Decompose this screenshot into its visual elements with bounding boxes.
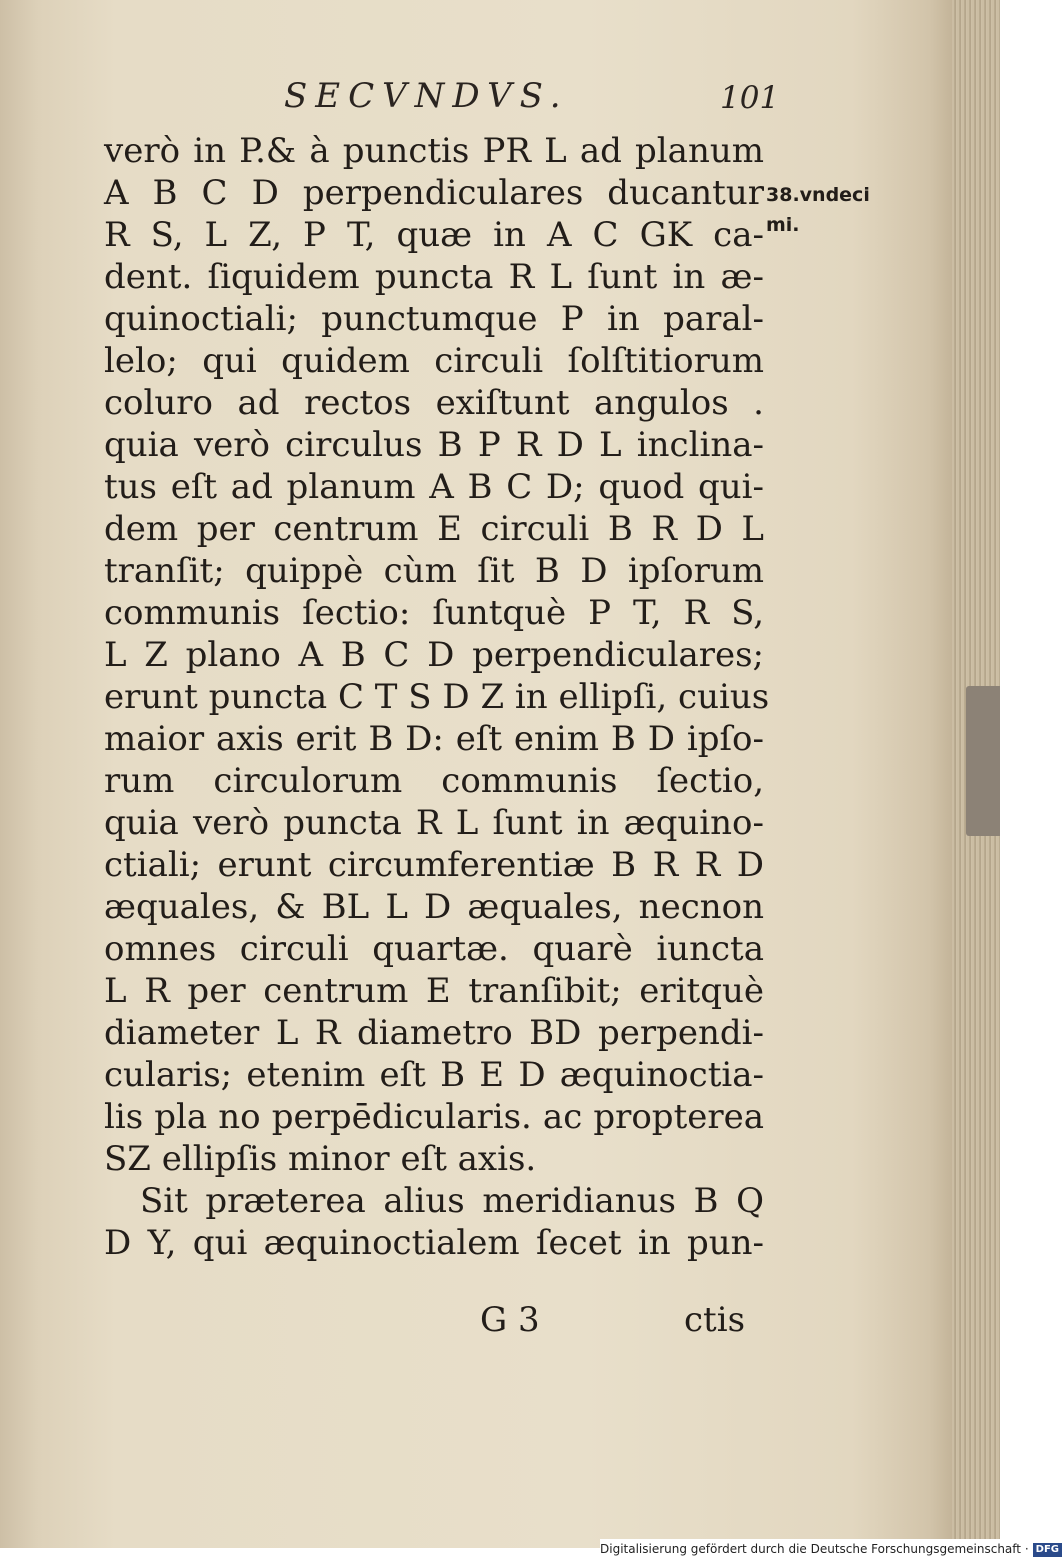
text-line-11: tranſit; quippè cùm ſit B D ipſorum (104, 551, 764, 591)
text-line-10: dem per centrum E circuli B R D L (104, 509, 764, 549)
text-line-5: quinoctiali; punctumque P in paral- (104, 299, 764, 339)
text-line-21: L R per centrum E tranſibit; eritquè (104, 971, 764, 1011)
text-line-3: R S, L Z, P T, quæ in A C GK ca- (104, 215, 764, 255)
signature-mark: G 3 (480, 1300, 540, 1340)
credit-text: Digitalisierung gefördert durch die Deutsche Forschungsgemeinschaft · (600, 1542, 1029, 1556)
text-line-2: A B C D perpendiculares ducantur (104, 173, 764, 213)
running-head: SECVNDVS. (284, 76, 569, 116)
text-line-24: lis pla no perpēdicularis. ac propterea (104, 1097, 764, 1137)
text-line-4: dent. ſiquidem puncta R L ſunt in æ- (104, 257, 764, 297)
margin-note-line-2: mi. (766, 214, 800, 236)
text-line-22: diameter L R diametro BD perpendi- (104, 1013, 764, 1053)
text-line-23: cularis; etenim eſt B E D æquinoctia- (104, 1055, 764, 1095)
text-line-15: maior axis erit B D: eſt enim B D ipſo- (104, 719, 764, 759)
page-number: 101 (720, 80, 780, 116)
text-line-16: rum circulorum communis ſectio, (104, 761, 764, 801)
text-line-8: quia verò circulus B P R D L inclina- (104, 425, 764, 465)
text-line-12: communis ſectio: ſuntquè P T, R S, (104, 593, 764, 633)
text-line-17: quia verò puncta R L ſunt in æquino- (104, 803, 764, 843)
digitization-credit (600, 1539, 1059, 1559)
body-text (104, 130, 770, 1264)
text-line-26: Sit præterea alius meridianus B Q (140, 1181, 764, 1221)
text-line-1: verò in P.& à punctis PR L ad planum (104, 131, 764, 171)
text-line-9: tus eſt ad planum A B C D; quod qui- (104, 467, 764, 507)
page-header (100, 76, 780, 126)
text-line-18: ctiali; erunt circumferentiæ B R R D (104, 845, 764, 885)
margin-note (766, 180, 916, 240)
dfg-logo-icon: DFG (1033, 1543, 1062, 1557)
catchline (104, 1300, 764, 1342)
text-line-20: omnes circuli quartæ. quarè iuncta (104, 929, 764, 969)
text-line-19: æquales, & BL L D æquales, necnon (104, 887, 764, 927)
text-line-25: SZ ellipſis minor eſt axis. (104, 1139, 537, 1179)
text-line-13: L Z plano A B C D perpendiculares; (104, 635, 764, 675)
text-line-27: D Y, qui æquinoctialem ſecet in pun- (104, 1223, 764, 1263)
text-line-6: lelo; qui quidem circuli ſolſtitiorum (104, 341, 764, 381)
text-line-7: coluro ad rectos exiſtunt angulos . (104, 383, 764, 423)
text-line-14: erunt puncta C T S D Z in ellipſi, cuius (104, 677, 770, 717)
margin-note-line-1: 38.vndeci (766, 184, 870, 206)
catchword: ctis (684, 1300, 746, 1340)
page-tab (966, 686, 1000, 836)
